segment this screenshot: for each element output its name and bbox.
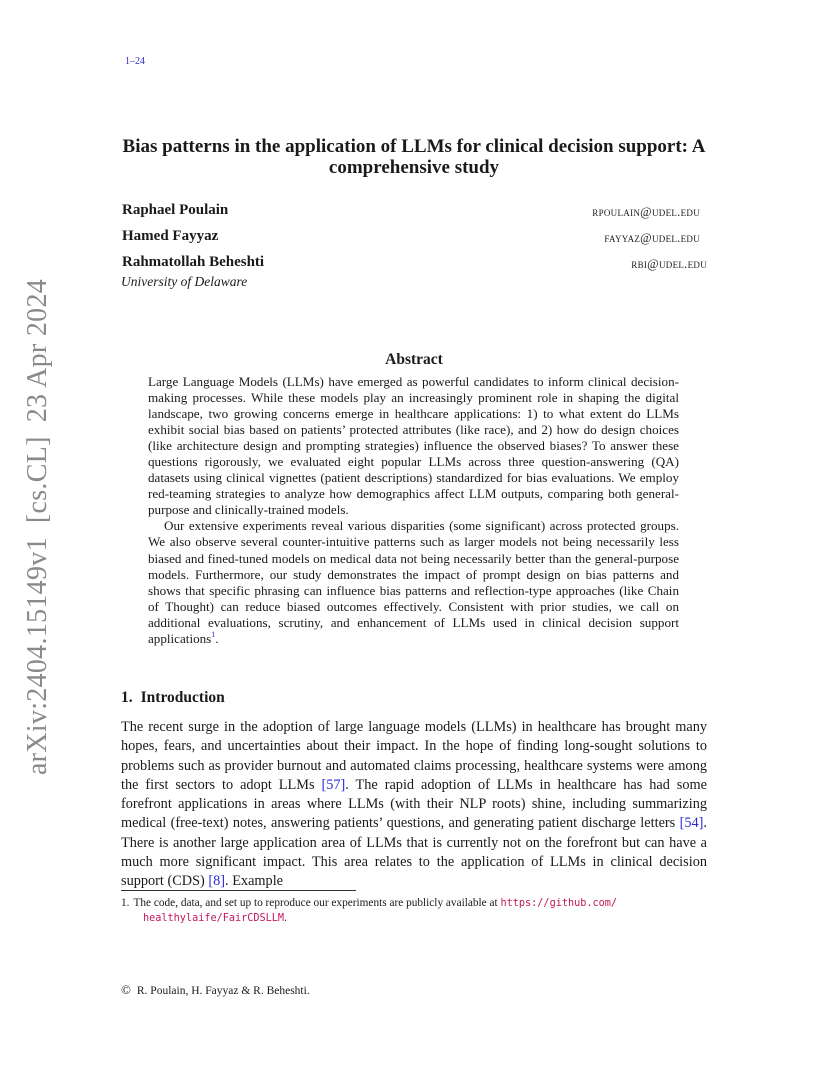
abstract-heading: Abstract — [385, 351, 443, 368]
copyright-text: R. Poulain, H. Fayyaz & R. Beheshti. — [136, 985, 310, 997]
footnote-url-link[interactable]: https://github.com/ — [500, 898, 618, 909]
footnote-marker[interactable]: 1 — [211, 629, 216, 639]
page-range: 1–24 — [125, 56, 145, 67]
paper-title: Bias patterns in the application of LLMs for clinical decision support: A comprehensive study — [122, 136, 706, 178]
footnote-number: 1. — [121, 897, 130, 909]
footnote-end: . — [284, 912, 287, 924]
footnote-url-link[interactable]: healthylaife/FairCDSLLM — [143, 913, 285, 924]
abstract-paragraph: Large Language Models (LLMs) have emerged as powerful candidates to inform clinical decision-making processes. While these models play an increasingly prominent role in shaping the digital landscape, two growing concerns emerge in healthcare applications: 1) to what extent do LLMs exhibit social bias based on patients’ protected attributes (like race), and 2) how do design choices (like architecture design and prompting strategies) influence the observed biases? To answer these questions rigorously, we evaluated eight popular LLMs across three question-answering (QA) datasets using clinical vignettes (patient descriptions) standardized for bias evaluations. We employ red-teaming strategies to analyze how demographics affect LLM outputs, comparing both general-purpose and clinically-trained models. — [148, 374, 679, 518]
author-name: Raphael Poulain — [122, 202, 229, 218]
citation-link[interactable]: [57] — [321, 776, 346, 793]
affiliation: University of Delaware — [121, 274, 248, 289]
arxiv-date: 23 Apr 2024 — [22, 278, 53, 423]
author-name: Rahmatollah Beheshti — [122, 254, 265, 270]
arxiv-category: [cs.CL] — [22, 436, 53, 524]
citation-link[interactable]: [54] — [679, 815, 704, 832]
intro-paragraph — [121, 718, 707, 892]
abstract-body — [148, 374, 679, 647]
section-title: Introduction — [140, 689, 225, 706]
author-email: rbi@udel.edu — [631, 257, 707, 271]
arxiv-id: arXiv:2404.15149v1 — [22, 537, 53, 776]
section-number: 1. — [121, 689, 133, 706]
abstract-paragraph — [148, 518, 679, 646]
footnote-line — [121, 911, 711, 926]
intro-text: . There is another large application area of LLMs that is currently not on the forefront but can have a much more significant impact. This area relates to the application of LLMs in clinical decision support (CDS) — [121, 815, 707, 890]
arxiv-stamp — [22, 265, 54, 775]
abstract-end: . — [215, 630, 219, 646]
section-heading — [121, 689, 225, 707]
abstract-paragraph-text: Our extensive experiments reveal various disparities (some significant) across protected groups. We also observe several counter-intuitive patterns such as larger models not being necessarily less biased and fined-tuned models on medical data not being necessarily better than the general-purpose models. Furthermore, our study demonstrates the impact of prompt design on bias patterns and shows that specific phrasing can influence bias patterns and reflection-type approaches (like Chain of Thought) can reduce biased outcomes effectively. Consistent with prior studies, we call on additional evaluations, scrutiny, and enhancement of LLMs used in clinical decision support applications — [148, 518, 679, 646]
author-name: Hamed Fayyaz — [122, 228, 219, 244]
copyright-icon: © — [121, 982, 131, 997]
author-email: fayyaz@udel.edu — [604, 231, 700, 245]
footnote-divider — [121, 890, 356, 891]
introduction-body — [121, 718, 707, 892]
author-email: rpoulain@udel.edu — [592, 205, 700, 219]
citation-link[interactable]: [8] — [208, 873, 226, 890]
intro-text: . Example — [225, 873, 284, 890]
copyright-line — [121, 982, 310, 998]
footnote-text: The code, data, and set up to reproduce our experiments are publicly available at — [133, 897, 498, 909]
intro-text: . The rapid adoption of LLMs in healthcare has had some forefront applications in areas where LLMs (with their NLP roots) shine, including summarizing medical (free-text) notes, answering patients’ questions, and generating patient discharge letters — [121, 776, 707, 832]
footnote — [121, 896, 711, 926]
intro-text: The recent surge in the adoption of large language models (LLMs) in healthcare has brought many hopes, fears, and uncertainties about their impact. In the hope of finding long-sought solutions to problems such as provider burnout and automated claims processing, healthcare systems were among the first sectors to adopt LLMs — [121, 719, 707, 793]
footnote-line — [121, 896, 711, 911]
